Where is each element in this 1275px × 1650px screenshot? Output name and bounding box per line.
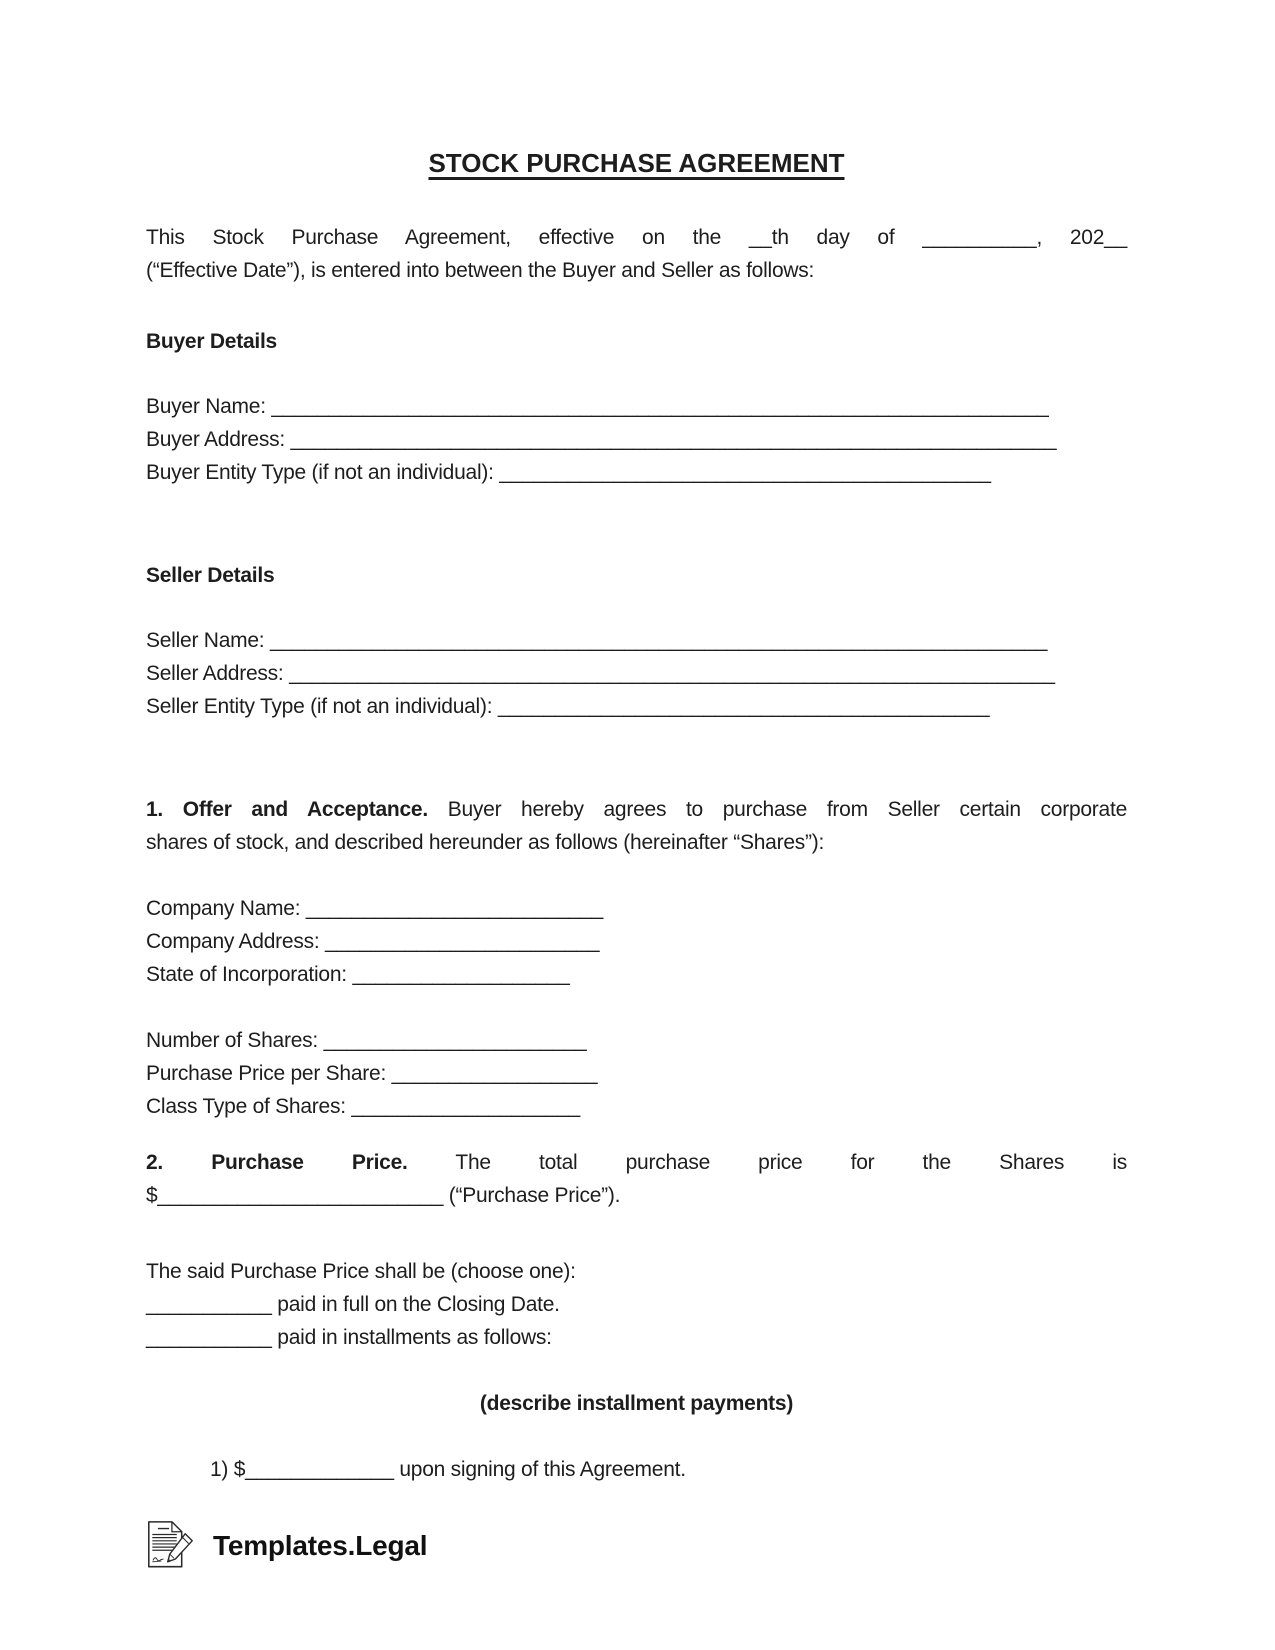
seller-address-field: Seller Address: ___________________________________________________________________ [146, 662, 1055, 685]
section-1-heading: Offer and Acceptance. [182, 798, 428, 821]
section-1-line-1 [146, 793, 1127, 826]
company-name-field: Company Name: __________________________ [146, 897, 604, 920]
intro-line-2: (“Effective Date”), is entered into between the Buyer and Seller as follows: [146, 259, 815, 282]
seller-entity-type-field: Seller Entity Type (if not an individual): ___________________________________________ [146, 695, 990, 718]
brand-name: Templates.Legal [213, 1529, 428, 1561]
class-type-of-shares-field: Class Type of Shares: ____________________ [146, 1095, 580, 1118]
company-address-field: Company Address: ________________________ [146, 930, 600, 953]
section-2-number: 2. [146, 1151, 164, 1174]
seller-fields [146, 624, 1127, 723]
purchase-price-amount-line: $_________________________ (“Purchase Price”). [146, 1184, 621, 1207]
share-fields [146, 1024, 1127, 1123]
intro-paragraph [146, 221, 1127, 287]
section-1-body-line-1: Buyer hereby agrees to purchase from Seller certain corporate [447, 798, 1127, 821]
purchase-price-per-share-field: Purchase Price per Share: __________________ [146, 1062, 598, 1085]
section-2-body-line-1: The total purchase price for the Shares is [455, 1151, 1128, 1174]
installment-payments-heading: (describe installment payments) [479, 1392, 794, 1415]
state-of-incorporation-field: State of Incorporation: ___________________ [146, 963, 570, 986]
section-1-number: 1. [146, 798, 164, 821]
buyer-details-heading: Buyer Details [146, 330, 277, 353]
document-pen-icon [146, 1514, 195, 1576]
buyer-address-field: Buyer Address: ___________________________________________________________________ [146, 428, 1057, 451]
option-paid-in-full: ___________ paid in full on the Closing Date. [146, 1293, 560, 1316]
section-1-body-line-2: shares of stock, and described hereunder as follows (hereinafter “Shares”): [146, 831, 825, 854]
buyer-entity-type-field: Buyer Entity Type (if not an individual): ___________________________________________ [146, 461, 991, 484]
seller-name-field: Seller Name: ____________________________________________________________________ [146, 629, 1048, 652]
option-paid-installments: ___________ paid in installments as follows: [146, 1326, 552, 1349]
choose-one-line: The said Purchase Price shall be (choose one): [146, 1260, 576, 1283]
company-fields [146, 892, 1127, 991]
brand-logo [146, 1514, 1127, 1576]
section-2-line-1 [146, 1146, 1127, 1179]
section-1-paragraph [146, 793, 1127, 859]
section-2-heading: Purchase Price. [211, 1151, 408, 1174]
number-of-shares-field: Number of Shares: _______________________ [146, 1029, 587, 1052]
document-title: STOCK PURCHASE AGREEMENT [428, 148, 845, 178]
choose-one-block [146, 1255, 1127, 1354]
seller-details-heading: Seller Details [146, 564, 275, 587]
section-2-paragraph [146, 1146, 1127, 1212]
installment-item-1: 1) $_____________ upon signing of this Agreement. [210, 1458, 686, 1481]
intro-line-1: This Stock Purchase Agreement, effective on the __th day of __________, 202__ [146, 226, 1127, 249]
buyer-fields [146, 390, 1127, 489]
buyer-name-field: Buyer Name: ____________________________________________________________________ [146, 395, 1049, 418]
